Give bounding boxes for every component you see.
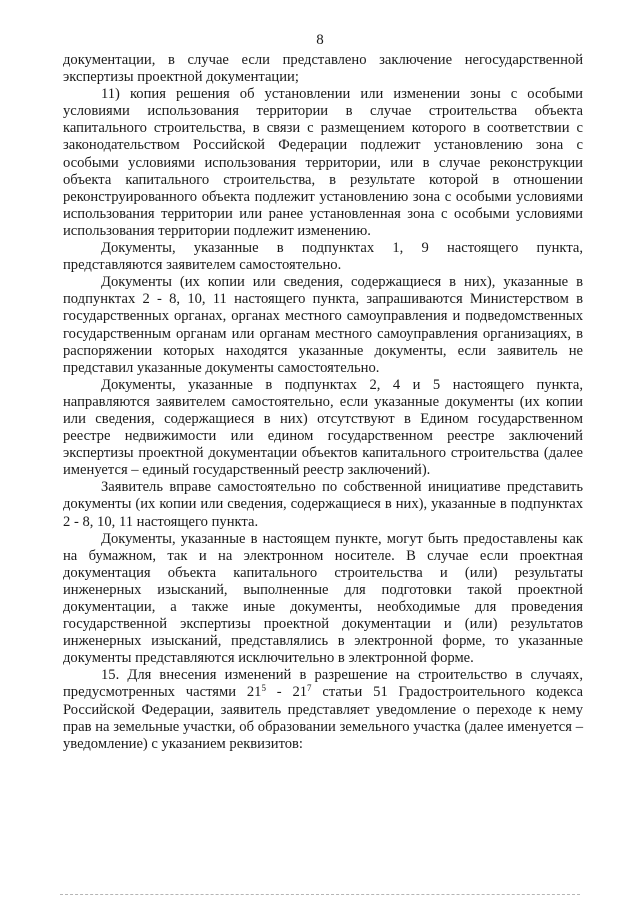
paragraph-item-15 (63, 667, 583, 752)
page-number: 8 (316, 32, 324, 48)
paragraph-ministry-requests: Документы (их копии или сведения, содержащиеся в них), указанные в подпунктах 2 - 8, 10, 11 настоящего пункта, запрашиваются Министерством в государственных органах, органах местного самоуправления и подведомственных государственным органам или органам местного самоуправления организациях, в распоряжении которых находятся указанные документы, если заявитель не представил указанные документы самостоятельно. (63, 274, 583, 376)
paragraph-item-11: 11) копия решения об установлении или изменении зоны с особыми условиями использования территории в случае строительства объекта капитального строительства, в связи с размещением которого в соответствии с законодательством Российской Федерации подлежит установлению зона с особыми условиями использования территории, или в случае реконструкции объекта капитального строительства, в результате которой в отношении реконструированного объекта подлежит установлению зона с особыми условиями использования территории или ранее установленная зона с особыми условиями использования территории подлежит изменению. (63, 86, 583, 239)
paragraph-applicant-documents: Документы, указанные в подпунктах 1, 9 настоящего пункта, представляются заявителем самостоятельно. (63, 240, 583, 274)
paragraph-15-part3: статьи 51 Градостроительного кодекса Российской Федерации, заявитель представляет уведомление о переходе к нему прав на земельные участки, об образовании земельного участка (далее именуется – уведомление) с указанием реквизитов: (63, 684, 583, 752)
superscript-5: 5 (261, 683, 266, 694)
paragraph-15-part2: - 21 (265, 684, 308, 701)
superscript-7: 7 (307, 683, 312, 694)
paragraph-electronic-form: Документы, указанные в настоящем пункте, могут быть предоставлены как на бумажном, так и на электронном носителе. В случае если проектная документация объекта капитального строительства и (или) результаты инженерных изысканий, выполненные для подготовки такой проектной документации, а также иные документы, необходимые для проведения государственной экспертизы проектной документации и (или) результатов инженерных изысканий, представлялись в электронной форме, то указанные документы представляются исключительно в электронной форме. (63, 530, 583, 667)
paragraph-15-part1: 15. Для внесения изменений в разрешение на строительство в случаях, предусмотренных частями 21 (63, 667, 583, 701)
paragraph-continuation: документации, в случае если представлено заключение негосударственной экспертизы проектной документации; (63, 52, 583, 86)
document-body (63, 52, 583, 753)
paragraph-applicant-initiative: Заявитель вправе самостоятельно по собственной инициативе представить документы (их копии или сведения, содержащиеся в них), указанные в подпунктах 2 - 8, 10, 11 настоящего пункта. (63, 479, 583, 530)
scan-edge-line (60, 894, 580, 895)
paragraph-documents-2-4-5: Документы, указанные в подпунктах 2, 4 и 5 настоящего пункта, направляются заявителем самостоятельно, если указанные документы (их копии или сведения, содержащиеся в них) отсутствуют в Едином государственном реестре недвижимости или едином государственном реестре заключений экспертизы проектной документации объектов капитального строительства (далее именуется – единый государственный реестр заключений). (63, 376, 583, 479)
